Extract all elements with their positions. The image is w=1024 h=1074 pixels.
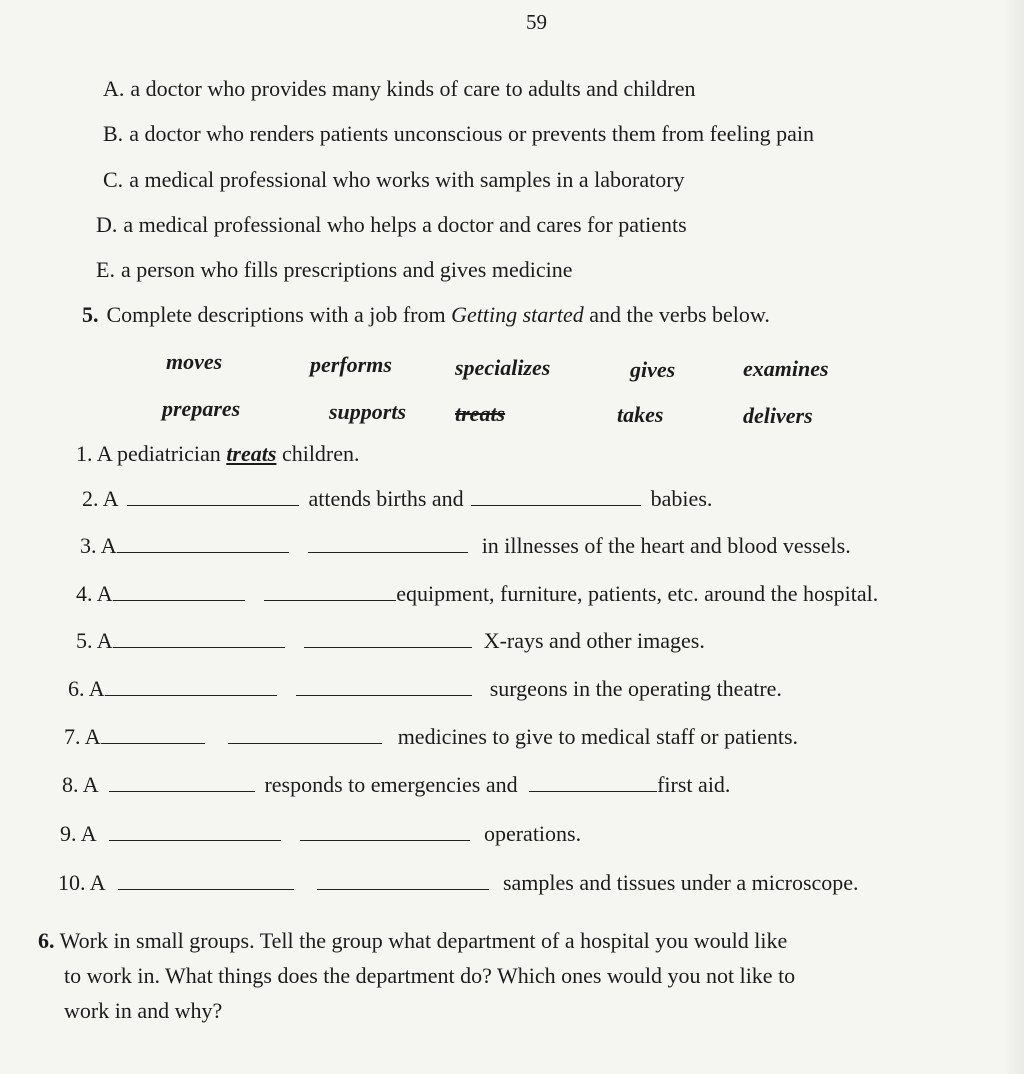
verb-examines: examines xyxy=(743,356,829,381)
exercise-5-instruction: 5. Complete descriptions with a job from Getting started and the verbs below. xyxy=(82,302,770,327)
item-8: 8. A responds to emergencies and first aid. xyxy=(62,772,731,797)
definition-d: D. a medical professional who helps a doctor and cares for patients xyxy=(96,212,687,237)
verb-prepares: prepares xyxy=(162,396,241,421)
answer-blank[interactable] xyxy=(296,677,472,696)
answer-blank[interactable] xyxy=(118,871,294,890)
verb-treats-crossed-out: treats xyxy=(455,401,506,426)
answer-blank[interactable] xyxy=(300,822,470,841)
page-number: 59 xyxy=(526,10,547,34)
answer-blank[interactable] xyxy=(105,677,277,696)
exercise-6-line-1: 6. Work in small groups. Tell the group what department of a hospital you would like xyxy=(38,928,788,953)
definition-c: C. a medical professional who works with samples in a laboratory xyxy=(103,167,685,192)
answer-blank[interactable] xyxy=(471,487,641,506)
answer-blank[interactable] xyxy=(109,822,281,841)
item-3: 3. A in illnesses of the heart and blood vessels. xyxy=(80,533,851,558)
answer-blank[interactable] xyxy=(117,534,289,553)
answer-blank[interactable] xyxy=(228,725,382,744)
item-2: 2. A attends births and babies. xyxy=(82,486,713,511)
verb-delivers: delivers xyxy=(743,403,813,428)
verb-moves: moves xyxy=(166,349,223,374)
exercise-6-line-2: to work in. What things does the department do? Which ones would you not like to xyxy=(64,963,796,988)
answer-blank[interactable] xyxy=(304,629,472,648)
answer-blank[interactable] xyxy=(264,582,396,601)
definition-b: B. a doctor who renders patients unconscious or prevents them from feeling pain xyxy=(103,121,815,146)
answer-blank[interactable] xyxy=(529,773,657,792)
verb-performs: performs xyxy=(310,352,392,377)
verb-specializes: specializes xyxy=(455,355,551,380)
answer-blank[interactable] xyxy=(317,871,489,890)
exercise-6-line-3: work in and why? xyxy=(64,998,223,1023)
item-9: 9. A operations. xyxy=(60,821,582,846)
page-edge-shadow xyxy=(1002,0,1024,1074)
item-6: 6. A surgeons in the operating theatre. xyxy=(68,676,782,701)
verb-gives: gives xyxy=(630,357,676,382)
definition-a: A. a doctor who provides many kinds of care to adults and children xyxy=(103,76,696,101)
verb-takes: takes xyxy=(617,402,664,427)
example-answer: treats xyxy=(226,441,277,466)
answer-blank[interactable] xyxy=(101,725,205,744)
item-1: 1. A pediatrician treats children. xyxy=(76,441,360,466)
definition-e: E. a person who fills prescriptions and gives medicine xyxy=(96,257,573,282)
item-5: 5. A X-rays and other images. xyxy=(76,628,705,653)
answer-blank[interactable] xyxy=(109,773,255,792)
answer-blank[interactable] xyxy=(113,582,245,601)
verb-supports: supports xyxy=(329,399,407,424)
exercise-6 xyxy=(38,923,978,1028)
item-4: 4. A equipment, furniture, patients, etc. around the hospital. xyxy=(76,581,879,606)
answer-blank[interactable] xyxy=(308,534,468,553)
item-10: 10. A samples and tissues under a microscope. xyxy=(58,870,859,895)
item-7: 7. A medicines to give to medical staff or patients. xyxy=(64,724,799,749)
answer-blank[interactable] xyxy=(127,487,299,506)
answer-blank[interactable] xyxy=(113,629,285,648)
